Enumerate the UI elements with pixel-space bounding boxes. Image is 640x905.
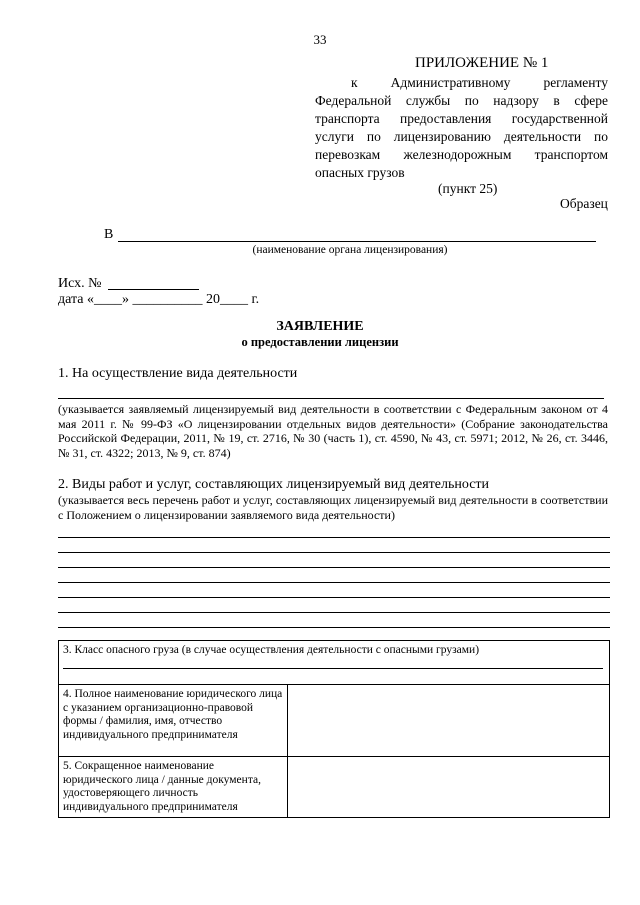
section2-field-line[interactable] [58, 627, 610, 628]
appendix-line: перевозкам железнодорожным транспортом [315, 147, 608, 162]
outgoing-number-field-line[interactable] [108, 289, 199, 290]
date-line: дата «____» __________ 20____ г. [58, 292, 260, 307]
table-row [59, 757, 610, 818]
hazard-class-field-line[interactable] [63, 668, 603, 669]
outgoing-number-label: Исх. № [58, 276, 102, 291]
full-name-input-cell[interactable] [288, 685, 610, 757]
section1-field-line[interactable] [58, 398, 604, 399]
section2-field-line[interactable] [58, 582, 610, 583]
appendix-description [315, 74, 608, 182]
appendix-line: транспорта предоставления государственной [315, 111, 608, 126]
page-number: 33 [313, 32, 327, 47]
recipient-label: В [104, 227, 114, 242]
appendix-line: Федеральной службы по надзору в сфере [315, 93, 608, 108]
short-name-label: 5. Сокращенное наименование юридического лица / данные документа, удостоверяющего личность индивидуального предпринимателя [59, 757, 288, 818]
section2-title: 2. Виды работ и услуг, составляющих лицензируемый вид деятельности [58, 477, 490, 492]
appendix-title: ПРИЛОЖЕНИЕ № 1 [415, 55, 549, 71]
section1-note: (указывается заявляемый лицензируемый вид деятельности в соответствии с Федеральным законом от 4 мая 2011 г. № 99-ФЗ «О лицензировании отдельных видов деятельности» (Собрание законодательства Российской Федерации, 2011, № 19, ст. 2716, № 30 (часть 1), ст. 4590, № 43, ст. 5971; 2012, № 26, ст. 3446, № 31, ст. 4322; 2013, № 9, ст. 874) [58, 402, 608, 460]
section2-field-line[interactable] [58, 597, 610, 598]
short-name-input-cell[interactable] [288, 757, 610, 818]
recipient-field-line[interactable] [118, 241, 596, 242]
section2-field-line[interactable] [58, 612, 610, 613]
table-row [59, 641, 610, 685]
table-row [59, 685, 610, 757]
recipient-caption: (наименование органа лицензирования) [252, 244, 448, 256]
appendix-line: к Административному регламенту [351, 75, 608, 90]
section2-note: (указывается весь перечень работ и услуг, составляющих лицензируемый вид деятельности в соответствии с Положением о лицензировании заявляемого вида деятельности) [58, 493, 608, 522]
document-title: ЗАЯВЛЕНИЕ [276, 319, 364, 334]
appendix-line: услуги по лицензированию деятельности по [315, 129, 608, 144]
section1-title: 1. На осуществление вида деятельности [58, 366, 298, 381]
applicant-info-table [58, 640, 610, 818]
document-subtitle: о предоставлении лицензии [241, 335, 399, 349]
appendix-point: (пункт 25) [438, 181, 498, 196]
section2-field-line[interactable] [58, 552, 610, 553]
appendix-line: опасных грузов [315, 165, 405, 180]
hazard-class-cell[interactable] [59, 641, 610, 685]
hazard-class-label: 3. Класс опасного груза (в случае осуществления деятельности с опасными грузами) [63, 644, 480, 656]
section2-field-line[interactable] [58, 537, 610, 538]
sample-label: Образец [560, 196, 608, 211]
full-name-label: 4. Полное наименование юридического лица с указанием организационно-правовой формы / фамилия, имя, отчество индивидуального предпринимателя [59, 685, 288, 757]
section2-field-line[interactable] [58, 567, 610, 568]
